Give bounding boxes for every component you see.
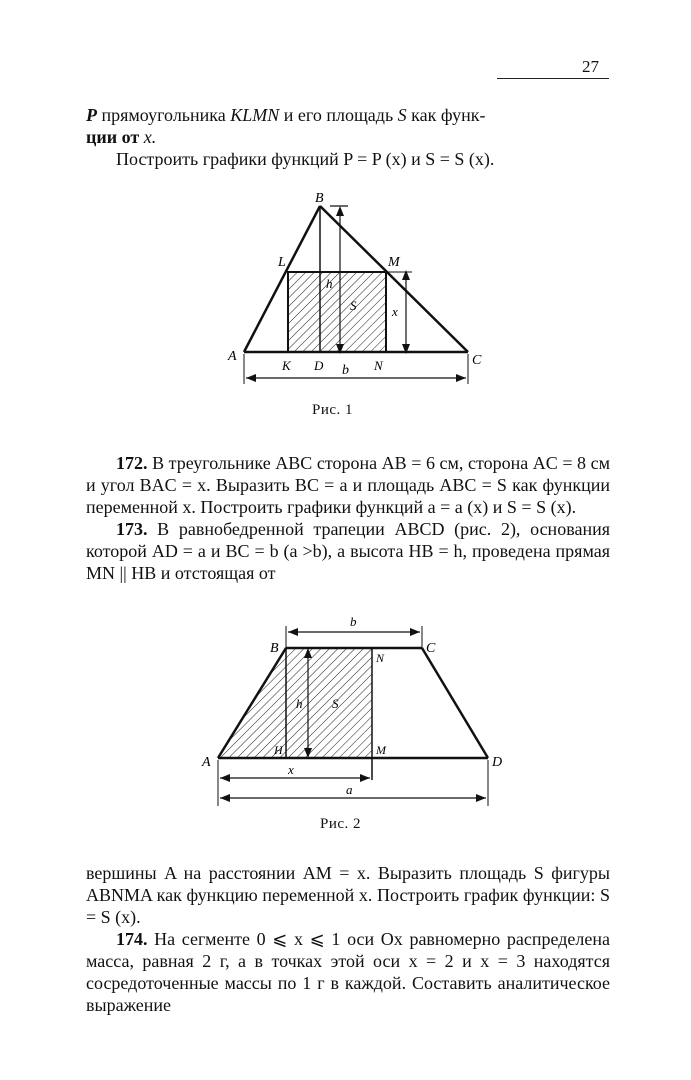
intro-text-4: ции от [86, 127, 144, 147]
continuation-and-174 [86, 862, 610, 1016]
problem-174-text: На сегменте 0 ⩽ x ⩽ 1 оси Ox равномерно распределена масса, равная 2 г, а в точках этой оси x = 2 и x = 3 находятся сосредоточенные массы по 1 г в каждой. Составить аналитическое выражение [86, 929, 610, 1015]
intro-text-3: как функ- [406, 105, 486, 125]
fig2-label-b-small: b [350, 614, 357, 629]
fig1-label-h: h [326, 276, 333, 291]
intro-var-p: P [86, 105, 97, 125]
fig1-label-k: K [282, 358, 291, 373]
fig2-label-a: A [202, 755, 211, 770]
fig1-label-x: x [392, 304, 398, 319]
intro-text-1: прямоугольника [97, 105, 231, 125]
fig2-label-a-small: a [346, 782, 353, 797]
fig1-label-l: L [278, 255, 286, 270]
problems-172-173 [86, 452, 610, 584]
fig2-label-c: C [426, 641, 436, 656]
fig1-label-d: D [314, 358, 324, 373]
page-number: 27 [582, 57, 599, 76]
side-cd-2 [422, 648, 488, 758]
intro-var-s: S [397, 105, 407, 125]
fig2-label-h: H [274, 743, 283, 757]
intro-paragraph [86, 104, 610, 170]
problem-173-text: В равнобедренной трапеции ABCD (рис. 2), основания которой AD = a и BC = b (a >b), а высота HB = h, проведена прямая MN || HB и отстоящая от [86, 519, 610, 583]
fig2-label-h-small: h [296, 696, 303, 711]
figure-1 [220, 188, 500, 393]
problem-174-number: 174. [116, 929, 148, 949]
fig1-label-c: C [472, 353, 482, 368]
intro-task: Построить графики функций P = P (x) и S = S (x). [116, 149, 495, 169]
problem-173-number: 173. [116, 519, 148, 539]
problem-173-continuation: вершины A на расстоянии AM = x. Выразить площадь S фигуры ABNMA как функцию переменной x. Построить график функции: S = S (x). [86, 863, 610, 927]
fig2-label-x: x [288, 762, 294, 777]
fig1-label-b-small: b [342, 363, 349, 378]
header-rule [497, 78, 609, 79]
intro-var-klmn: KLMN [230, 105, 280, 125]
problem-172-text: В треугольнике ABC сторона AB = 6 см, сторона AC = 8 см и угол BAC = x. Выразить BC = a и площадь ABC = S как функции переменной x. Построить графики функций a = a (x) и S = S (x). [86, 453, 610, 517]
rectangle-klmn [288, 272, 386, 352]
problem-172-number: 172. [116, 453, 148, 473]
intro-var-x: x. [143, 127, 157, 147]
fig2-label-b: B [270, 641, 279, 656]
fig1-label-m: M [388, 255, 400, 270]
fig2-label-n: N [376, 651, 385, 665]
figure-2 [196, 612, 516, 813]
fig1-label-a: A [228, 349, 237, 364]
figure-abnma [218, 648, 372, 758]
fig2-label-m: M [376, 743, 386, 757]
fig1-label-n: N [374, 358, 383, 373]
fig1-label-b: B [315, 191, 324, 206]
fig2-label-s: S [332, 696, 339, 711]
intro-text-2: и его площадь [279, 105, 398, 125]
figure-2-caption: Рис. 2 [320, 816, 362, 832]
fig1-label-s: S [350, 298, 357, 313]
figure-1-caption: Рис. 1 [312, 402, 354, 418]
fig2-label-d: D [492, 755, 503, 770]
